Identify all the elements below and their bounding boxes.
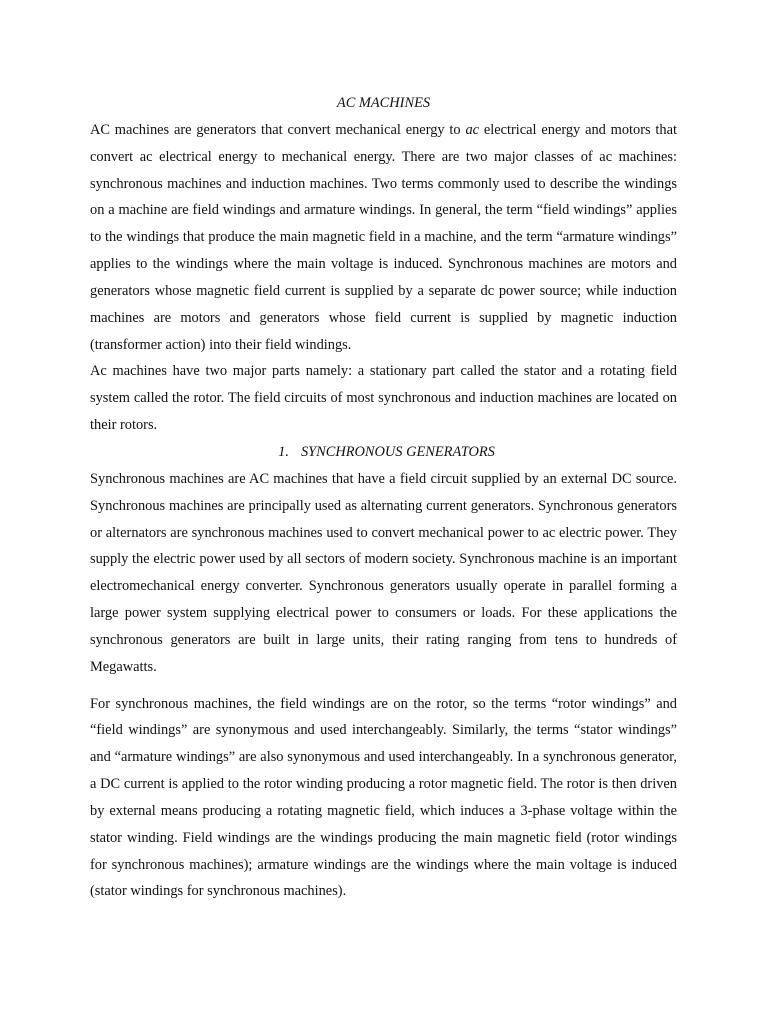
intro-emphasis: ac — [465, 121, 480, 138]
document-page — [90, 90, 677, 905]
intro-text-end: electrical energy and motors that convert ac electrical energy to mechanical energy. There are two major classes of ac machines: synchronous machines and induction machines. Two terms commonly used to describe the windings on a machine are field windings and armature windings. In general, the term “field windings” applies to the windings that produce the main magnetic field in a machine, and the term “armature windings” applies to the windings where the main voltage is induced. Synchronous machines are motors and generators whose magnetic field current is supplied by a separate dc power source; while induction machines are motors and generators whose field current is supplied by magnetic induction (transformer action) into their field windings. — [90, 121, 678, 353]
intro-paragraph — [90, 117, 677, 359]
section-title: SYNCHRONOUS GENERATORS — [300, 443, 495, 460]
synchronous-paragraph-2: For synchronous machines, the field windings are on the rotor, so the terms “rotor windings” and “field windings” are synonymous and used interchangeably. Similarly, the terms “stator windings” and “armature windings” are also synonymous and used interchangeably. In a synchronous generator, a DC current is applied to the rotor winding producing a rotor magnetic field. The rotor is then driven by external means producing a rotating magnetic field, which induces a 3-phase voltage within the stator winding. Field windings are the windings producing the main magnetic field (rotor windings for synchronous machines); armature windings are the windings where the main voltage is induced (stator windings for synchronous machines). — [90, 695, 677, 900]
parts-paragraph: Ac machines have two major parts namely: a stationary part called the stator and a rotating field system called the rotor. The field circuits of most synchronous and induction machines are located on their rotors. — [90, 363, 677, 434]
document-title: AC MACHINES — [336, 95, 431, 111]
section-number: 1. — [278, 443, 289, 460]
section-heading — [90, 439, 677, 466]
synchronous-paragraph-1: Synchronous machines are AC machines that have a field circuit supplied by an external DC source. Synchronous machines are principally used as alternating current generators. Synchronous generators or alternators are synchronous machines used to convert mechanical power to ac electric power. They supply the electric power used by all sectors of modern society. Synchronous machine is an important electromechanical energy converter. Synchronous generators usually operate in parallel forming a large power system supplying electrical power to consumers or loads. For these applications the synchronous generators are built in large units, their rating ranging from tens to hundreds of Megawatts. — [90, 470, 677, 675]
intro-text-start: AC machines are generators that convert mechanical energy to — [90, 121, 466, 138]
